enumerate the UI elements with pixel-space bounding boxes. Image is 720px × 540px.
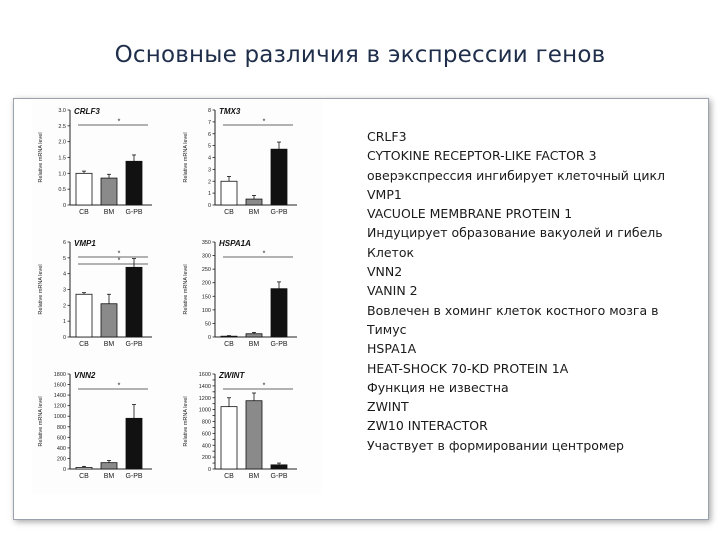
y-axis-label: Relative mRNA level (183, 132, 189, 183)
x-tick-label: CB (224, 209, 234, 216)
bar-g-pb (271, 289, 287, 337)
slide-title: Основные различия в экспрессии генов (114, 42, 606, 68)
description-line: VMP1 (367, 186, 402, 202)
y-tick-label: 1600 (53, 382, 66, 389)
y-axis-label: Relative mRNA level (38, 132, 44, 183)
x-tick-label: BM (248, 341, 260, 348)
y-tick-label: 0 (62, 203, 66, 209)
significance-star: * (117, 118, 121, 126)
description-line: HSPA1A (367, 341, 417, 357)
y-tick-label: 1400 (198, 383, 211, 390)
y-tick-label: 0 (62, 335, 66, 341)
bar-bm (101, 304, 117, 337)
description-line: VNN2 (367, 264, 403, 280)
significance-star: * (117, 257, 121, 265)
x-tick-label: BM (248, 209, 260, 216)
y-tick-label: 0.5 (58, 187, 66, 194)
description-line: Вовлечен в хоминг клеток костного мозга в (367, 302, 659, 318)
bar-cb (76, 173, 92, 205)
bar-bm (246, 199, 262, 205)
y-tick-label: 0 (207, 203, 211, 209)
y-tick-label: 350 (201, 240, 211, 246)
description-line: CRLF3 (367, 129, 407, 144)
y-axis-label: Relative mRNA level (183, 264, 189, 315)
x-tick-label: G-PB (270, 341, 288, 348)
bar-cb (221, 407, 237, 469)
y-tick-label: 1.5 (58, 155, 66, 162)
x-tick-label: BM (248, 473, 260, 480)
y-tick-label: 2.5 (58, 123, 66, 130)
description-line: ZW10 INTERACTOR (367, 418, 488, 434)
y-tick-label: 200 (201, 455, 211, 462)
bar-g-pb (126, 161, 142, 205)
description-line: Тимус (367, 321, 407, 337)
y-tick-label: 2.0 (58, 139, 66, 146)
y-tick-label: 0 (62, 467, 66, 473)
y-tick-label: 1200 (53, 403, 66, 410)
chart-hspa1a (183, 239, 297, 348)
y-tick-label: 2 (62, 303, 66, 310)
bar-bm (246, 334, 262, 337)
description-line: CYTOKINE RECEPTOR-LIKE FACTOR 3 (367, 148, 597, 164)
description-line: HEAT-SHOCK 70-KD PROTEIN 1A (367, 360, 569, 376)
y-tick-label: 0 (207, 467, 211, 473)
y-tick-label: 200 (56, 456, 66, 463)
y-tick-label: 400 (56, 445, 66, 452)
bar-bm (101, 178, 117, 205)
y-tick-label: 600 (56, 435, 66, 442)
bar-g-pb (271, 149, 287, 205)
significance-star: * (117, 382, 121, 390)
y-tick-label: 5 (62, 255, 66, 262)
description-line: ZWINT (367, 399, 409, 415)
y-tick-label: 1400 (53, 393, 66, 400)
chart-zwint (183, 371, 297, 480)
y-tick-label: 1800 (53, 372, 66, 378)
y-tick-label: 800 (56, 424, 66, 431)
bar-bm (101, 463, 117, 469)
y-tick-label: 6 (207, 131, 211, 138)
y-tick-label: 6 (62, 240, 66, 246)
bar-cb (221, 181, 237, 205)
y-tick-label: 8 (207, 108, 211, 114)
y-tick-label: 1.0 (58, 171, 66, 178)
bar-charts-figure (32, 100, 322, 494)
description-line: VANIN 2 (367, 283, 418, 299)
y-tick-label: 2 (207, 179, 211, 186)
x-tick-label: G-PB (125, 473, 143, 480)
x-tick-label: CB (79, 341, 89, 348)
bar-bm (246, 401, 262, 469)
y-tick-label: 4 (62, 271, 66, 278)
chart-crlf3 (38, 107, 152, 216)
significance-star: * (262, 382, 266, 390)
x-tick-label: G-PB (125, 341, 143, 348)
y-tick-label: 1000 (53, 414, 66, 421)
figure-panel (32, 100, 322, 494)
x-tick-label: BM (103, 209, 115, 216)
y-tick-label: 800 (201, 419, 211, 426)
y-tick-label: 1600 (198, 372, 211, 378)
x-tick-label: G-PB (270, 473, 288, 480)
y-tick-label: 0 (207, 335, 211, 341)
y-tick-label: 200 (201, 280, 211, 287)
y-axis-label: Relative mRNA level (183, 396, 189, 447)
y-tick-label: 250 (201, 267, 211, 274)
x-tick-label: BM (103, 473, 115, 480)
y-tick-label: 3 (62, 287, 66, 294)
y-tick-label: 400 (201, 443, 211, 450)
significance-star: * (262, 118, 266, 126)
chart-title: VNN2 (74, 371, 96, 380)
y-tick-label: 1 (62, 319, 66, 326)
y-tick-label: 300 (201, 253, 211, 260)
bar-g-pb (126, 267, 142, 337)
y-tick-label: 3.0 (58, 108, 66, 114)
chart-title: HSPA1A (219, 239, 251, 248)
y-tick-label: 50 (204, 321, 211, 328)
description-line: Клеток (367, 244, 415, 260)
gene-description-list (367, 127, 702, 455)
description-line: VACUOLE MEMBRANE PROTEIN 1 (367, 206, 573, 222)
description-line: Функция не известна (367, 379, 509, 395)
y-tick-label: 7 (207, 119, 211, 126)
description-line: оверэкспрессия ингибирует клеточный цикл (367, 167, 666, 183)
bar-cb (76, 294, 92, 337)
chart-title: ZWINT (219, 371, 245, 380)
x-tick-label: CB (79, 473, 89, 480)
y-tick-label: 1 (207, 191, 211, 198)
y-tick-label: 1200 (198, 395, 211, 402)
y-axis-label: Relative mRNA level (38, 264, 44, 315)
y-tick-label: 5 (207, 143, 211, 150)
chart-title: TMX3 (219, 107, 241, 116)
bar-g-pb (126, 418, 142, 469)
x-tick-label: CB (79, 209, 89, 216)
x-tick-label: CB (224, 341, 234, 348)
bar-cb (76, 467, 92, 469)
description-line: Участвует в формировании центромер (367, 437, 624, 453)
significance-star: * (117, 250, 121, 258)
chart-vmp1 (38, 239, 152, 348)
chart-title: CRLF3 (74, 107, 100, 116)
x-tick-label: BM (103, 341, 115, 348)
y-tick-label: 4 (207, 155, 211, 162)
chart-title: VMP1 (74, 239, 96, 248)
y-axis-label: Relative mRNA level (38, 396, 44, 447)
chart-tmx3 (183, 107, 297, 216)
bar-g-pb (271, 465, 287, 469)
x-tick-label: CB (224, 473, 234, 480)
bar-cb (221, 336, 237, 337)
significance-star: * (262, 250, 266, 258)
y-tick-label: 600 (201, 431, 211, 438)
y-tick-label: 3 (207, 167, 211, 174)
chart-vnn2 (38, 371, 152, 480)
y-tick-label: 150 (201, 294, 211, 301)
description-line: Индуцирует образование вакуолей и гибель (367, 225, 663, 241)
x-tick-label: G-PB (270, 209, 288, 216)
x-tick-label: G-PB (125, 209, 143, 216)
y-tick-label: 1000 (198, 407, 211, 414)
y-tick-label: 100 (201, 307, 211, 314)
